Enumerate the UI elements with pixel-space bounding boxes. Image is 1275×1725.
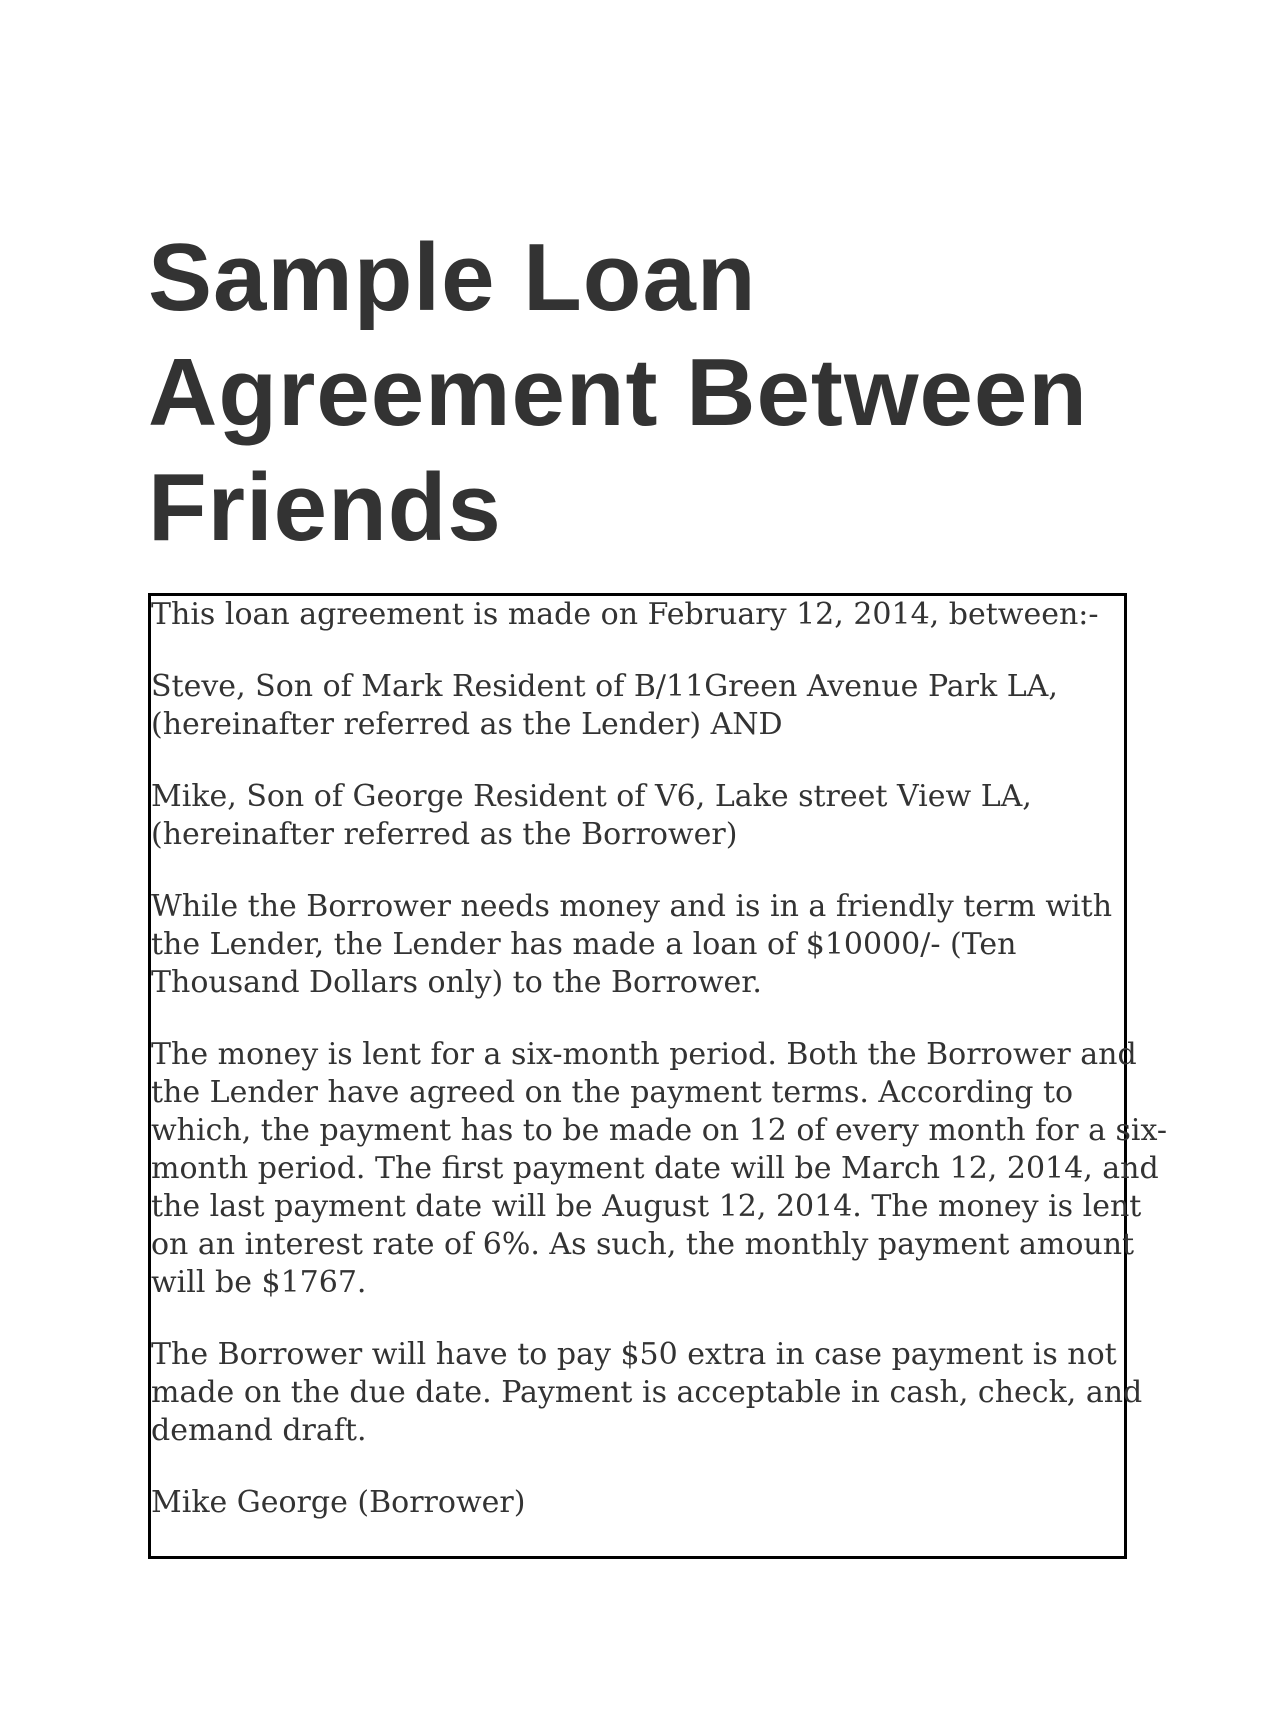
title-line: Sample Loan [148,224,757,331]
text-line: While the Borrower needs money and is in a friendly term with [151,889,1113,924]
text-line: month period. The first payment date will be March 12, 2014, and [151,1151,1159,1186]
late-fee-paragraph [151,1336,1143,1450]
payment-terms-paragraph [151,1036,1168,1302]
text-line: made on the due date. Payment is acceptable in cash, check, and [151,1375,1143,1410]
lender-paragraph [151,668,1124,744]
text-line: demand draft. [151,1413,367,1448]
page-title [148,220,1148,565]
text-line: the Lender have agreed on the payment terms. According to [151,1075,1074,1110]
text-line: will be $1767. [151,1265,367,1300]
text-line: (hereinafter referred as the Lender) AND [151,707,783,742]
text-line: This loan agreement is made on February 12, 2014, between:- [151,597,1099,632]
text-line: Mike George (Borrower) [151,1485,526,1520]
text-line: the Lender, the Lender has made a loan of $10000/- (Ten [151,927,1017,962]
title-line: Agreement Between [148,339,1088,446]
agreement-text-box [148,593,1168,1559]
text-line: the last payment date will be August 12, 2014. The money is lent [151,1189,1142,1224]
borrower-paragraph [151,778,1124,854]
title-line: Friends [148,454,502,561]
text-line: Steve, Son of Mark Resident of B/11Green Avenue Park LA, [151,669,1058,704]
text-line: which, the payment has to be made on 12 of every month for a six- [151,1113,1168,1148]
text-line: Mike, Son of George Resident of V6, Lake street View LA, [151,779,1032,814]
signature-paragraph [151,1484,1124,1522]
text-line: The Borrower will have to pay $50 extra in case payment is not [151,1337,1117,1372]
text-line: The money is lent for a six-month period. Both the Borrower and [151,1037,1137,1072]
text-line: Thousand Dollars only) to the Borrower. [151,965,762,1000]
text-line: on an interest rate of 6%. As such, the monthly payment amount [151,1227,1135,1262]
loan-amount-paragraph [151,888,1124,1002]
agreement-date-paragraph [151,596,1124,634]
text-line: (hereinafter referred as the Borrower) [151,817,738,852]
